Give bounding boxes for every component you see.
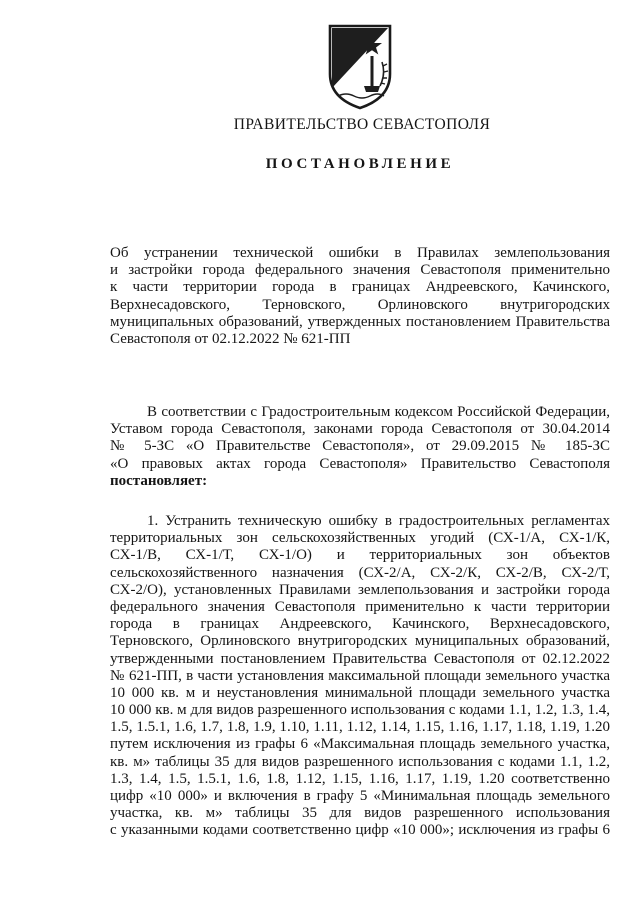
item-line: города в границах Андреевского, Качинского, Верхнесадовского, [110,616,610,633]
preamble-line: Уставом города Севастополя, законами города Севастополя от 30.04.2014 [110,421,610,438]
item-line: цифр «10 000» и включения в графу 5 «Минимальная площадь земельного [110,788,610,804]
resolves-word: постановляет: [110,472,208,489]
organization-name: ПРАВИТЕЛЬСТВО СЕВАСТОПОЛЯ [233,116,491,133]
title-line: к части территории города в границах Андреевского, Качинского, [110,279,610,296]
preamble-line: № 5-ЗС «О Правительстве Севастополя», от 29.09.2015 № 185-ЗС [110,438,610,455]
item-line: 10 000 кв. м для видов разрешенного использования с кодами 1.1, 1.2, 1.3, 1.4, [110,702,610,719]
item-line: № 621-ПП, в части установления максимальной площади земельного участка [110,667,610,684]
document-type-heading: ПОСТАНОВЛЕНИЕ [265,156,455,172]
title-line: Севастополя от 02.12.2022 № 621-ПП [110,330,351,347]
item-line: 1.3, 1.4, 1.5, 1.5.1, 1.6, 1.8, 1.12, 1.15, 1.16, 1.17, 1.19, 1.20 соответственно [110,770,610,787]
item-1-paragraph [110,513,610,840]
preamble-line: В соответствии с Градостроительным кодексом Российской Федерации, [147,404,610,420]
preamble-paragraph [110,404,610,490]
item-line: Терновского, Орлиновского внутригородских муниципальных образований, [110,633,610,650]
item-line: сельскохозяйственного назначения (СХ-2/А, СХ-2/К, СХ-2/В, СХ-2/Т, [110,564,610,581]
resolution-title [110,245,610,348]
title-line: муниципальных образований, утвержденных постановлением Правительства [110,313,610,330]
title-line: Верхнесадовского, Терновского, Орлиновского внутригородских [110,296,610,313]
item-line: кв. м» таблицы 35 для видов разрешенного использования с кодами 1.1, 1.2, [110,753,610,770]
item-line: СХ-1/В, СХ-1/Т, СХ-1/О) и территориальных зон объектов [110,547,610,564]
item-line: путем исключения из графы 6 «Максимальная площадь земельного участка, [110,736,610,753]
item-line: участка, кв. м» таблицы 35 для видов разрешенного использования [110,805,610,822]
title-line: Об устранении технической ошибки в Правилах землепользования [110,245,610,261]
item-line: территориальных зон сельскохозяйственных угодий (СХ-1/А, СХ-1/К, [110,530,610,547]
preamble-line: «О правовых актах города Севастополя» Правительство Севастополя [110,455,610,472]
item-line: 1. Устранить техническую ошибку в градостроительных регламентах [147,513,610,529]
title-line: и застройки города федерального значения Севастополя применительно [110,262,610,279]
item-line: утвержденными постановлением Правительства Севастополя от 02.12.2022 [110,650,610,667]
item-line: СХ-2/О), установленных Правилами землепользования и застройки города [110,581,610,598]
item-line: федерального значения Севастополя применительно к части территории [110,598,610,615]
item-line: 1.5, 1.5.1, 1.6, 1.7, 1.8, 1.9, 1.10, 1.11, 1.12, 1.14, 1.15, 1.16, 1.17, 1.18, 1.19, 1.20 [110,719,610,736]
item-line: с указанными кодами соответственно цифр «10 000»; исключения из графы 6 [110,822,610,839]
coat-of-arms-icon [324,22,396,112]
item-line: 10 000 кв. м и неустановления минимальной площади земельного участка [110,684,610,701]
